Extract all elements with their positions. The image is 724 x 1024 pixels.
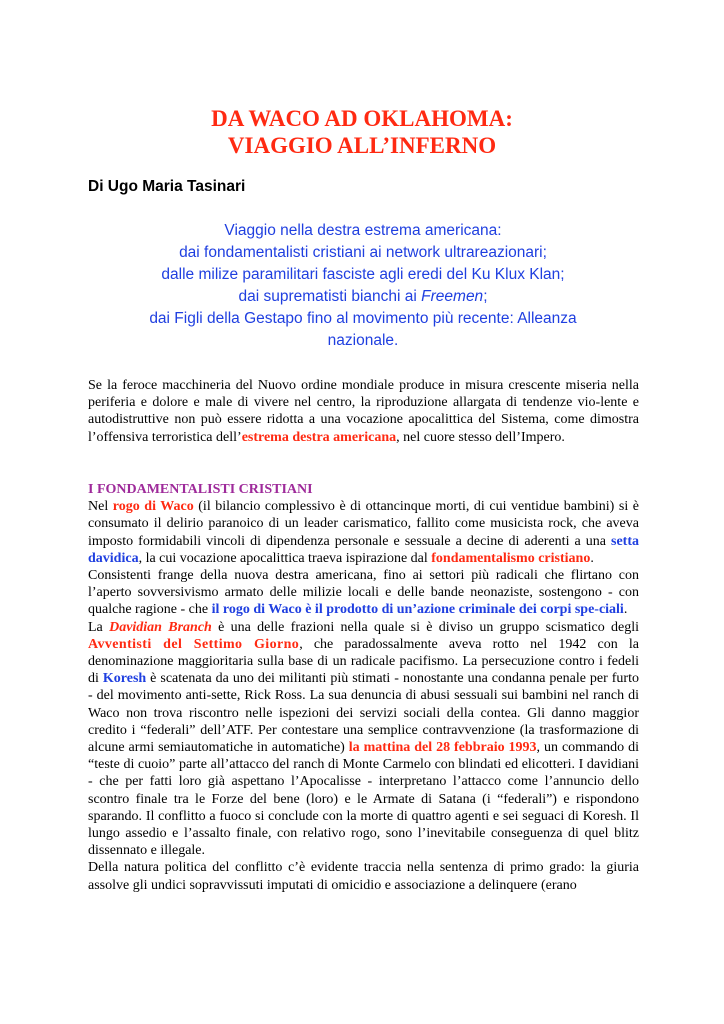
title-line-1: DA WACO AD OKLAHOMA:	[211, 106, 513, 131]
paragraph-3	[88, 619, 639, 860]
highlight-davidian-branch: Davidian Branch	[109, 619, 212, 635]
subtitle-line-4	[88, 286, 638, 308]
p3-text-2: è una delle frazioni nella quale si è diviso un gruppo scismatico degli	[211, 619, 639, 635]
subtitle-block	[88, 220, 638, 352]
p1-text-2: (il bilancio complessivo è di ottancinque morti, di cui ventidue bambini) si è consumato il delirio paranoico di un leader carismatico, fallito come musicista rock, che aveva imposto formidabili vincoli di dipendenza personale e sessuale a decine di aderenti a una	[88, 499, 640, 549]
highlight-rogo-di-waco: rogo di Waco	[112, 499, 194, 515]
document-title	[0, 105, 724, 159]
p3-text-1: La	[88, 619, 110, 635]
p1-text-4: .	[590, 550, 594, 566]
intro-text	[88, 377, 639, 446]
p2-text-1: Consistenti frange della nuova destra americana, fino ai settori più radicali che flirtano con l’aperto sovversivismo armato delle milizie locali e delle bande neonaziste, sostengono - con qualche ragione - che	[88, 568, 639, 618]
section-heading: I FONDAMENTALISTI CRISTIANI	[88, 482, 313, 497]
subtitle-line-4-end: ;	[483, 288, 488, 305]
highlight-date: la mattina del 28 febbraio 1993	[348, 740, 537, 756]
highlight-setta-davidica: setta davidica	[88, 533, 639, 566]
intro-text-1: Se la feroce macchineria del Nuovo ordine mondiale produce in misura crescente miseria nella periferia e dolore e male di vivere nel centro, la riproduzione allargata di tendenze vio-lente e autodistruttive non può essere ridotta a una vocazione apocalittica del Sistema, come dimostra l’offensiva terroristica dell’	[88, 378, 639, 445]
p3-text-4: è scatenata da uno dei militanti più stimati - nonostante una condanna penale per furto - del movimento anti-sette, Rick Ross. La sua denuncia di abusi sessuali sui bambini nel ranch di Waco non trova riscontro nelle ispezioni dei servizi sociali della contea. Gli danno maggior credito i “federali” dell’ATF. Per contestare una semplice contravvenzione (la trasformazione di alcune armi semiautomatiche in automatiche)	[88, 671, 639, 756]
paragraph-2	[88, 567, 639, 619]
subtitle-line-4-text: dai suprematisti bianchi ai	[238, 288, 422, 305]
subtitle-line-6: nazionale.	[327, 332, 399, 349]
p1-text-1: Nel	[88, 499, 113, 515]
highlight-avventisti: Avventisti del Settimo Giorno	[88, 636, 300, 652]
intro-paragraph	[88, 377, 639, 446]
section-fondamentalisti	[88, 481, 639, 894]
highlight-estrema-destra: estrema destra americana	[241, 429, 397, 445]
p2-text-2: .	[623, 602, 628, 618]
highlight-koresh: Koresh	[102, 671, 147, 687]
paragraph-4	[88, 859, 639, 893]
subtitle-line-1: Viaggio nella destra estrema americana:	[224, 222, 502, 239]
subtitle-line-2: dai fondamentalisti cristiani ai network ultrareazionari;	[179, 244, 547, 261]
subtitle-line-3: dalle milize paramilitari fasciste agli eredi del Ku Klux Klan;	[161, 266, 565, 283]
p3-text-5: , un commando di “teste di cuoio” parte all’attacco del ranch di Monte Carmelo con blindati ed elicotteri. I davidiani - che per fatti loro già aspettano l’Apocalisse - interpretano l’attacco come l’annuncio dello scontro finale tra le Forze del bene (loro) e le Armate di Satana (i “federali”) e rispondono sparando. Il conflitto a fuoco si conclude con la morte di quattro agenti e sei seguaci di Koresh. Il lungo assedio e l’assalto finale, con relativo rogo, sono l’inevitabile conseguenza di quel blitz dissennato e illegale.	[88, 740, 639, 859]
author-byline: Di Ugo Maria Tasinari	[88, 178, 246, 195]
subtitle-freemen: Freemen	[421, 288, 484, 305]
intro-text-2: , nel cuore stesso dell’Impero.	[396, 429, 565, 445]
highlight-fondamentalismo: fondamentalismo cristiano	[431, 550, 591, 566]
paragraph-1	[88, 498, 639, 567]
subtitle-line-5: dai Figli della Gestapo fino al movimento più recente: Alleanza	[149, 310, 577, 327]
title-line-2: VIAGGIO ALL’INFERNO	[227, 133, 497, 158]
highlight-rogo-prodotto: il rogo di Waco è il prodotto di un’azione criminale dei corpi spe-ciali	[211, 602, 624, 618]
p3-text-3: , che paradossalmente aveva rotto nel 1942 con la denominazione maggioritaria sulla base di un radicale pacifismo. La persecuzione contro i fedeli di	[88, 636, 639, 687]
p4-text-1: Della natura politica del conflitto c’è evidente traccia nella sentenza di primo grado: la giuria assolve gli undici sopravvissuti imputati di omicidio e associazione a delinquere (erano	[88, 860, 639, 893]
p1-text-3: , la cui vocazione apocalittica traeva ispirazione dal	[138, 550, 432, 566]
